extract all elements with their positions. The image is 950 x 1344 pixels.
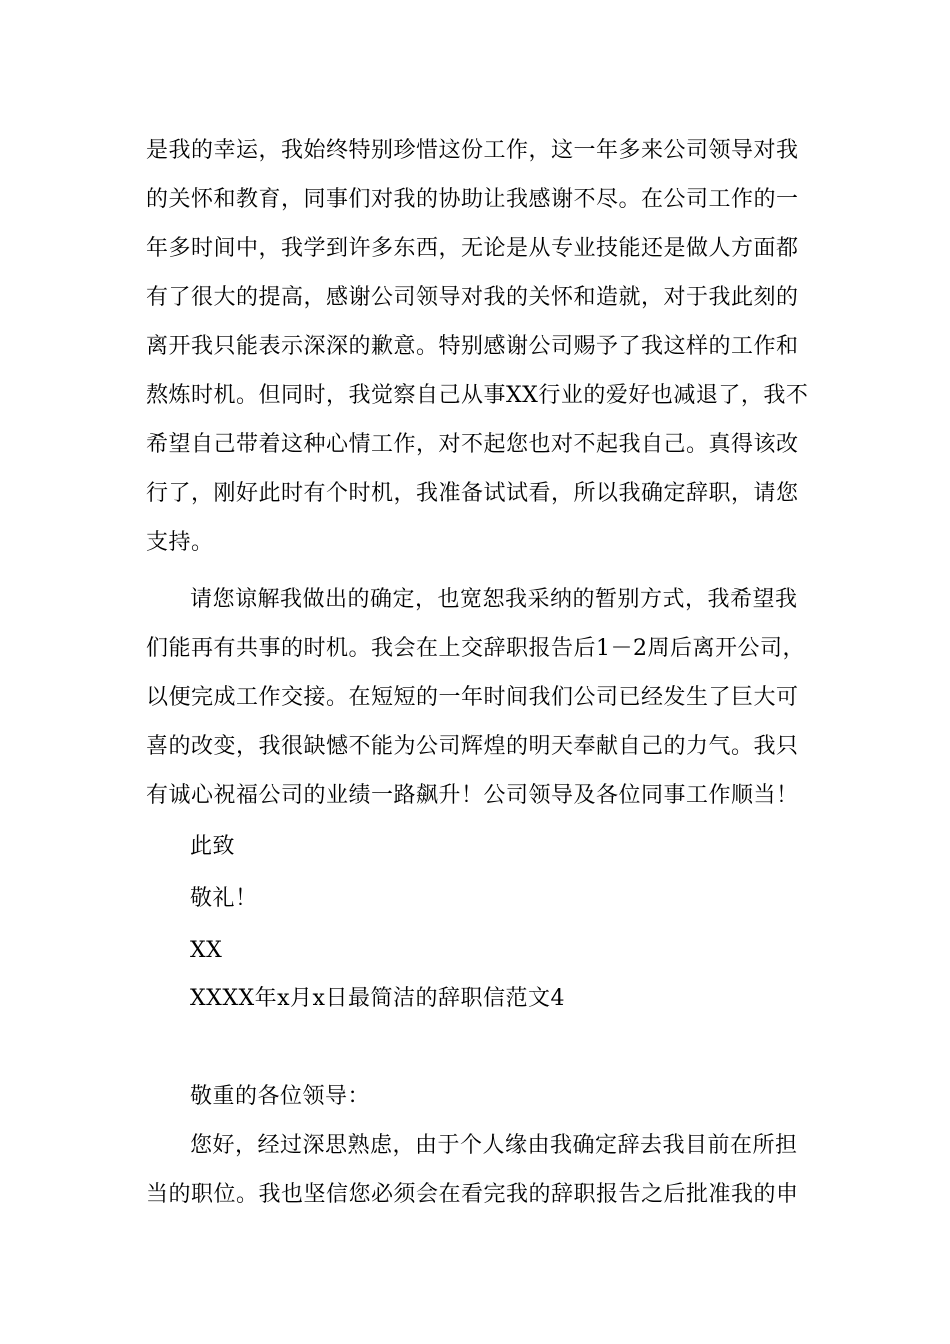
paragraph-text: 的关怀和教育，同事们对我的协助让我感谢不尽。在公司工作的一: [146, 187, 799, 212]
paragraph-text: 请您谅解我做出的确定，也宽恕我采纳的暂别方式，我希望我: [190, 587, 798, 612]
paragraph-text: 喜的改变，我很缺憾不能为公司辉煌的明天奉献自己的力气。我只: [146, 734, 799, 759]
paragraph-text: 是我的幸运，我始终特别珍惜这份工作，这一年多来公司领导对我: [146, 138, 799, 163]
paragraph-text: 年多时间中，我学到许多东西，无论是从专业技能还是做人方面都: [146, 236, 799, 261]
paragraph-text: 行了，刚好此时有个时机，我准备试试看，所以我确定辞职，请您: [146, 481, 799, 506]
closing-text: 敬礼！: [190, 886, 258, 911]
signature-text: XX: [190, 938, 223, 963]
paragraph-text: 希望自己带着这种心情工作，对不起您也对不起我自己。真得该改: [146, 432, 799, 457]
paragraph-text: 有诚心祝福公司的业绩一路飙升！公司领导及各位同事工作顺当！: [146, 783, 799, 808]
date-and-title-text: XXXX年x月x日最简洁的辞职信范文4: [190, 986, 565, 1011]
paragraph-text: 以便完成工作交接。在短短的一年时间我们公司已经发生了巨大可: [146, 685, 799, 710]
salutation-text: 敬重的各位领导：: [190, 1084, 371, 1109]
closing-text: 此致: [190, 834, 236, 859]
paragraph-text: 熬炼时机。但同时，我觉察自己从事XX行业的爱好也减退了，我不: [146, 383, 809, 408]
paragraph-text: 当的职位。我也坚信您必须会在看完我的辞职报告之后批准我的申: [146, 1182, 799, 1207]
paragraph-text: 您好，经过深思熟虑，由于个人缘由我确定辞去我目前在所担: [190, 1133, 798, 1158]
paragraph-text: 支持。: [146, 530, 214, 555]
paragraph-text: 离开我只能表示深深的歉意。特别感谢公司赐予了我这样的工作和: [146, 334, 799, 359]
paragraph-text: 们能再有共事的时机。我会在上交辞职报告后1－2周后离开公司，: [146, 636, 805, 661]
paragraph-text: 有了很大的提高，感谢公司领导对我的关怀和造就，对于我此刻的: [146, 285, 799, 310]
